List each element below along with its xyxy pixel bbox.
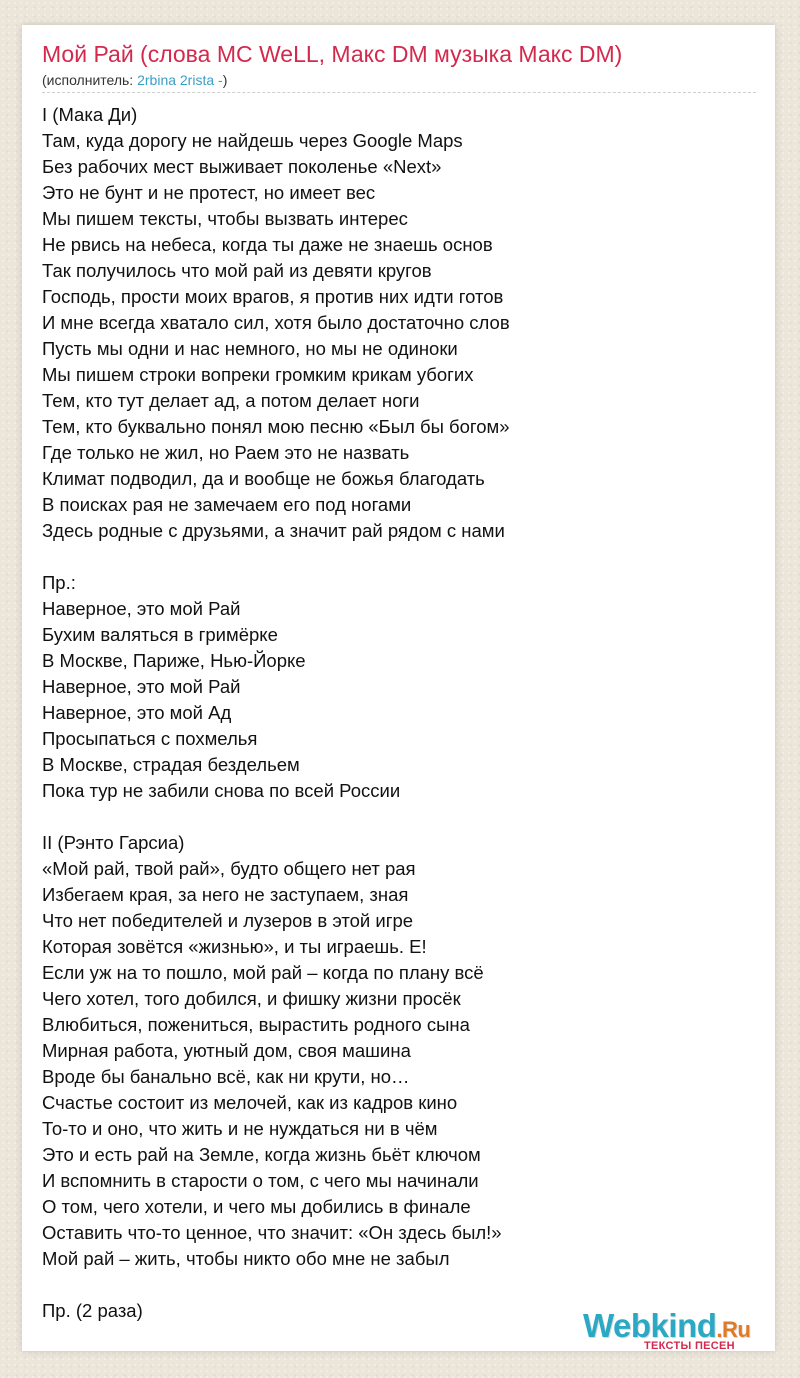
- lyric-line: Это не бунт и не протест, но имеет вес: [42, 182, 376, 203]
- lyric-line: Мирная работа, уютный дом, своя машина: [42, 1040, 411, 1061]
- lyric-line: Наверное, это мой Ад: [42, 702, 232, 723]
- lyric-line: Наверное, это мой Рай: [42, 598, 241, 619]
- lyric-line: Климат подводил, да и вообще не божья благодать: [42, 468, 485, 489]
- lyric-line: Которая зовётся «жизнью», и ты играешь. Е!: [42, 936, 427, 957]
- lyric-line: Мы пишем тексты, чтобы вызвать интерес: [42, 208, 408, 229]
- lyric-blank-line: [42, 1272, 756, 1298]
- lyric-line: Мы пишем строки вопреки громким крикам убогих: [42, 364, 474, 385]
- lyric-line: «Мой рай, твой рай», будто общего нет рая: [42, 858, 416, 879]
- lyric-line: II (Рэнто Гарсиа): [42, 832, 185, 853]
- performer-prefix: (исполнитель:: [42, 72, 138, 88]
- webkind-logo[interactable]: [583, 1307, 773, 1351]
- lyrics-body: [42, 102, 756, 1324]
- lyric-line: Мой рай – жить, чтобы никто обо мне не забыл: [42, 1248, 450, 1269]
- lyric-line: Пусть мы одни и нас немного, но мы не одиноки: [42, 338, 458, 359]
- lyric-line: Пр. (2 раза): [42, 1300, 143, 1321]
- logo-tld: .Ru: [716, 1317, 751, 1342]
- lyric-line: Просыпаться с похмелья: [42, 728, 258, 749]
- lyric-line: В Москве, Париже, Нью-Йорке: [42, 650, 306, 671]
- lyric-line: В поисках рая не замечаем его под ногами: [42, 494, 412, 515]
- lyric-line: Избегаем края, за него не заступаем, зная: [42, 884, 409, 905]
- lyric-line: Влюбиться, пожениться, вырастить родного сына: [42, 1014, 470, 1035]
- lyric-line: Пр.:: [42, 572, 76, 593]
- lyric-line: Здесь родные с друзьями, а значит рай рядом с нами: [42, 520, 505, 541]
- lyric-line: Вроде бы банально всё, как ни крути, но…: [42, 1066, 410, 1087]
- lyric-line: Оставить что-то ценное, что значит: «Он здесь был!»: [42, 1222, 502, 1243]
- lyric-line: Не рвись на небеса, когда ты даже не знаешь основ: [42, 234, 493, 255]
- lyrics-card: [22, 25, 775, 1351]
- lyric-line: Наверное, это мой Рай: [42, 676, 241, 697]
- song-title: Мой Рай (слова MC WeLL, Макс DM музыка Макс DM): [42, 41, 623, 67]
- lyric-line: То-то и оно, что жить и не нуждаться ни в чём: [42, 1118, 438, 1139]
- lyric-line: Так получилось что мой рай из девяти кругов: [42, 260, 432, 281]
- lyric-line: Что нет победителей и лузеров в этой игре: [42, 910, 414, 931]
- lyric-line: I (Мака Ди): [42, 104, 138, 125]
- lyric-line: Господь, прости моих врагов, я против них идти готов: [42, 286, 504, 307]
- lyric-line: Пока тур не забили снова по всей России: [42, 780, 401, 801]
- lyric-line: Если уж на то пошло, мой рай – когда по плану всё: [42, 962, 484, 983]
- lyric-line: Чего хотел, того добился, и фишку жизни просёк: [42, 988, 461, 1009]
- performer-link[interactable]: 2rbina 2rista -: [137, 72, 223, 88]
- lyric-line: Где только не жил, но Раем это не назвать: [42, 442, 410, 463]
- lyric-line: Там, куда дорогу не найдешь через Google Maps: [42, 130, 463, 151]
- lyric-line: Тем, кто тут делает ад, а потом делает ноги: [42, 390, 420, 411]
- lyric-line: Тем, кто буквально понял мою песню «Был бы богом»: [42, 416, 510, 437]
- title-divider: [42, 92, 756, 93]
- lyric-line: Без рабочих мест выживает поколенье «Next»: [42, 156, 442, 177]
- lyric-line: И вспомнить в старости о том, с чего мы начинали: [42, 1170, 479, 1191]
- lyric-blank-line: [42, 804, 756, 830]
- lyric-line: Бухим валяться в гримёрке: [42, 624, 278, 645]
- performer-line: [42, 72, 227, 88]
- lyric-line: В Москве, страдая бездельем: [42, 754, 300, 775]
- logo-tagline: ТЕКСТЫ ПЕСЕН: [644, 1340, 735, 1351]
- lyric-line: О том, чего хотели, и чего мы добились в финале: [42, 1196, 471, 1217]
- lyric-line: Это и есть рай на Земле, когда жизнь бьёт ключом: [42, 1144, 481, 1165]
- lyric-blank-line: [42, 544, 756, 570]
- lyric-line: Счастье состоит из мелочей, как из кадров кино: [42, 1092, 458, 1113]
- logo-name: Webkind: [583, 1307, 717, 1344]
- performer-suffix: ): [222, 72, 228, 88]
- lyric-line: И мне всегда хватало сил, хотя было достаточно слов: [42, 312, 510, 333]
